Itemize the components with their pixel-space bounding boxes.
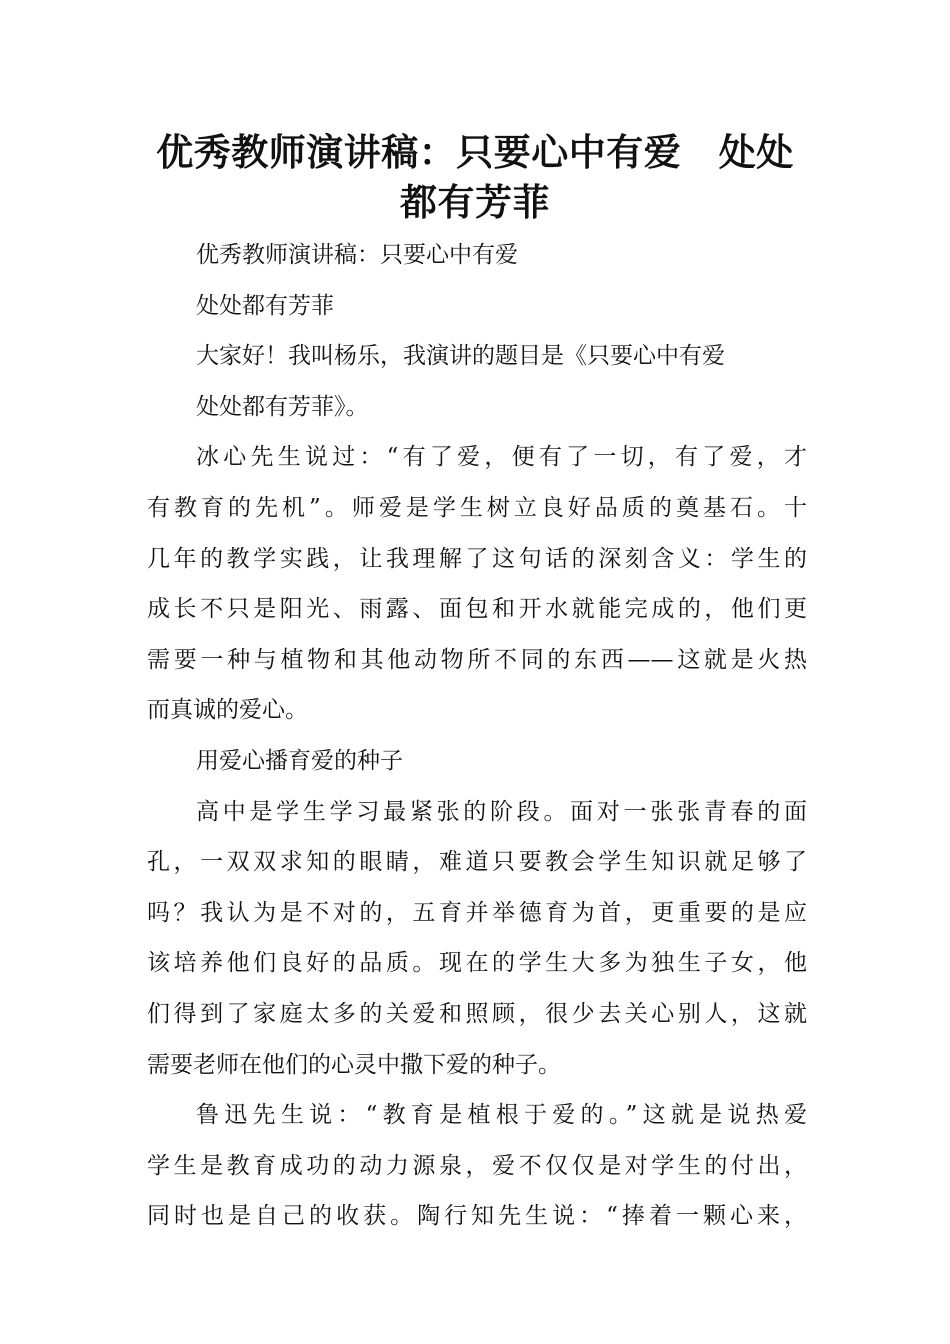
paragraph	[147, 787, 807, 1091]
text-line: 鲁迅先生说：“教育是植根于爱的。”这就是说热爱	[196, 1102, 807, 1129]
text-line: 有教育的先机”。师爱是学生树立良好品质的奠基石。十	[147, 494, 807, 521]
text-line: 冰心先生说过：“有了爱，便有了一切，有了爱，才	[196, 444, 807, 471]
text-line: 需要一种与植物和其他动物所不同的东西——这就是火热	[147, 646, 807, 673]
text-line: 处处都有芳菲	[196, 292, 334, 319]
text-line: 几年的教学实践，让我理解了这句话的深刻含义：学生的	[147, 545, 807, 572]
paragraph	[147, 331, 807, 382]
paragraph	[147, 382, 807, 433]
text-line: 学生是教育成功的动力源泉，爱不仅仅是对学生的付出，	[147, 1152, 807, 1179]
text-line: 而真诚的爱心。	[147, 697, 308, 724]
title-line: 都有芳菲	[400, 181, 550, 224]
title-line: 优秀教师演讲稿：只要心中有爱 处处	[156, 131, 794, 174]
paragraph	[147, 281, 807, 332]
text-line: 孔，一双双求知的眼睛，难道只要教会学生知识就足够了	[147, 849, 807, 876]
page-title	[120, 128, 830, 228]
paragraph	[147, 432, 807, 736]
paragraph	[147, 230, 807, 281]
text-line: 同时也是自己的收获。陶行知先生说：“捧着一颗心来，	[147, 1203, 807, 1230]
text-line: 用爱心播育爱的种子	[196, 747, 403, 774]
text-line: 该培养他们良好的品质。现在的学生大多为独生子女，他	[147, 950, 807, 977]
paragraph	[147, 1090, 807, 1242]
text-line: 处处都有芳菲》。	[196, 393, 369, 420]
text-line: 需要老师在他们的心灵中撒下爱的种子。	[147, 1051, 561, 1078]
text-line: 们得到了家庭太多的关爱和照顾，很少去关心别人，这就	[147, 1000, 807, 1027]
text-line: 吗？我认为是不对的，五育并举德育为首，更重要的是应	[147, 899, 807, 926]
text-line: 高中是学生学习最紧张的阶段。面对一张张青春的面	[196, 798, 807, 825]
document-body	[147, 230, 807, 1242]
paragraph	[147, 736, 807, 787]
text-line: 优秀教师演讲稿：只要心中有爱	[196, 242, 518, 268]
text-line: 成长不只是阳光、雨露、面包和开水就能完成的，他们更	[147, 596, 807, 623]
text-line: 大家好！我叫杨乐，我演讲的题目是《只要心中有爱	[196, 343, 725, 370]
